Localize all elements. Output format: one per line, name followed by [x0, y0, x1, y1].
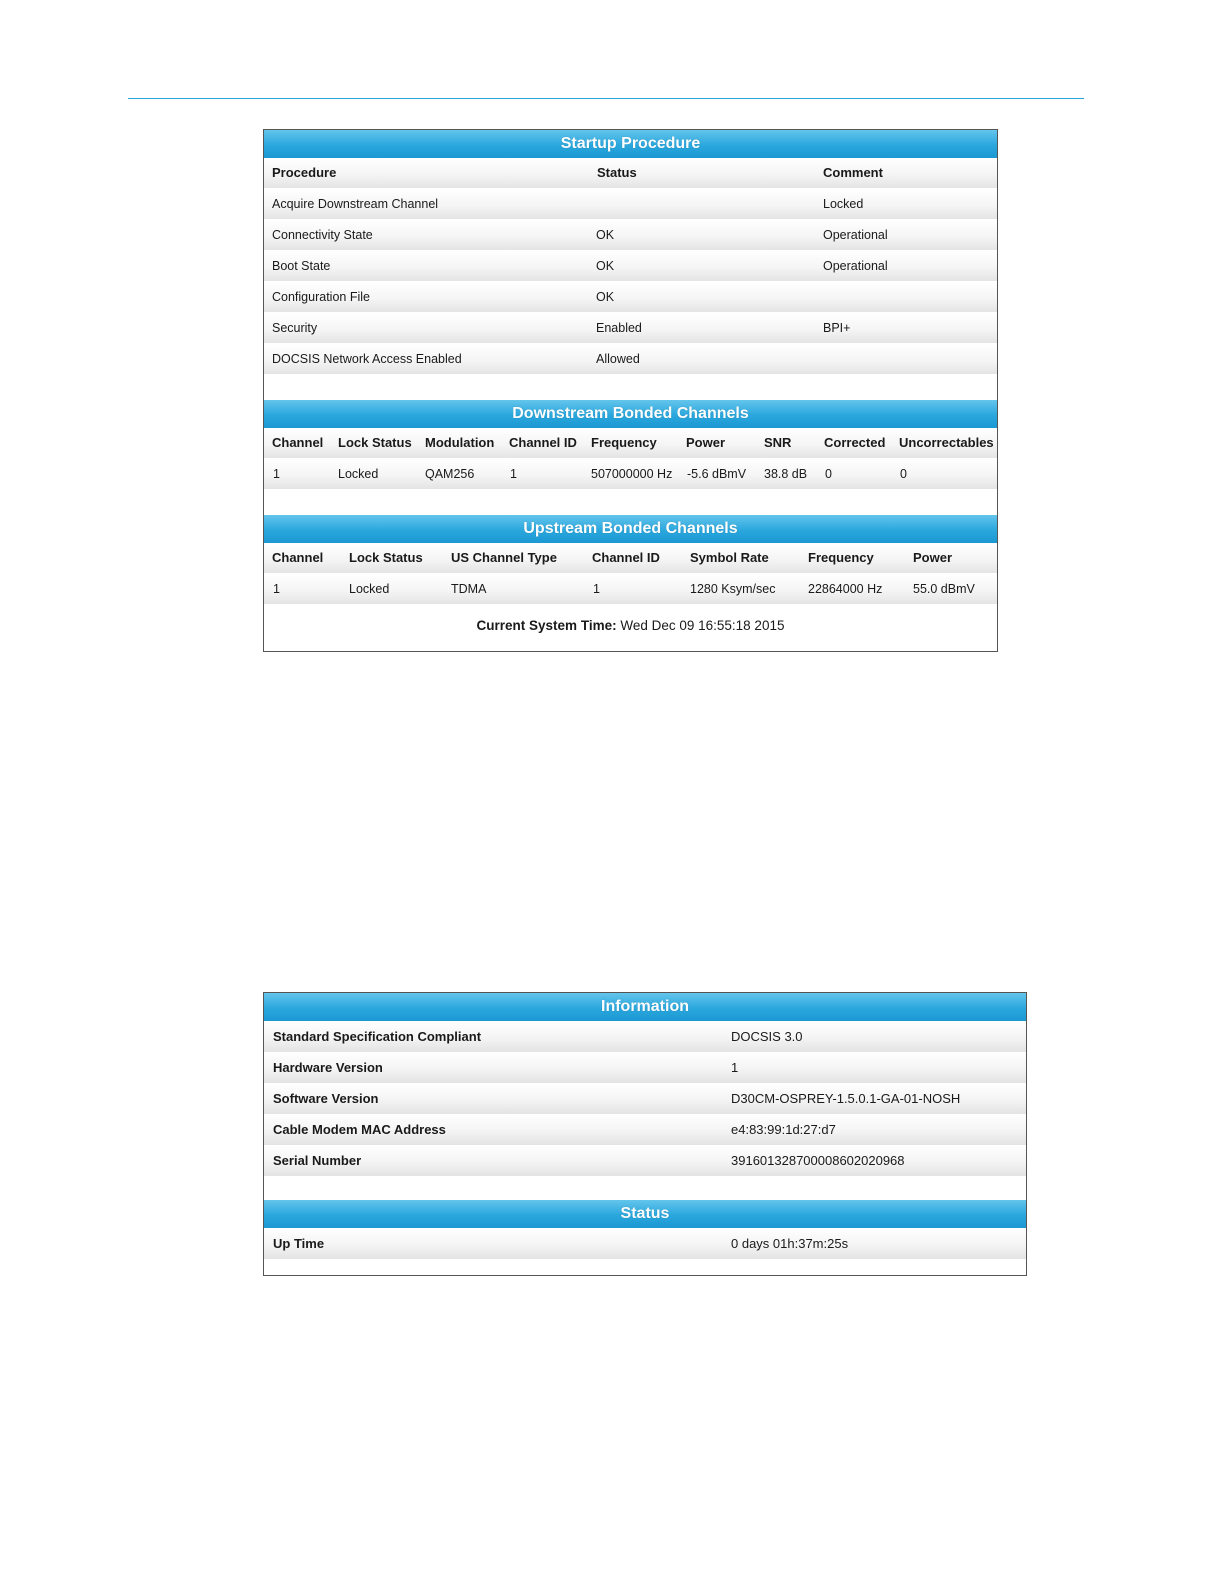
cell-power: 55.0 dBmV: [913, 582, 975, 596]
startup-row: [264, 344, 997, 375]
cell-channel-id: 1: [593, 582, 600, 596]
col-channel: Channel: [272, 550, 324, 565]
col-comment: Comment: [823, 165, 883, 180]
status-row: [264, 1228, 1026, 1259]
col-uncorrectables: Uncorrectables: [899, 435, 994, 450]
system-time-label: Current System Time:: [476, 618, 617, 633]
system-time-value: Wed Dec 09 16:55:18 2015: [620, 618, 785, 633]
col-frequency: Frequency: [808, 550, 874, 565]
upstream-header: Upstream Bonded Channels: [264, 515, 997, 543]
col-status: Status: [597, 165, 637, 180]
startup-row: [264, 220, 997, 251]
cell-procedure: DOCSIS Network Access Enabled: [272, 352, 462, 366]
col-us-channel-type: US Channel Type: [451, 550, 557, 565]
col-channel-id: Channel ID: [592, 550, 660, 565]
cell-power: -5.6 dBmV: [687, 467, 747, 481]
cell-us-channel-type: TDMA: [451, 582, 487, 596]
info-value: e4:83:99:1d:27:d7: [731, 1122, 836, 1137]
current-system-time: [264, 618, 997, 633]
cell-channel: 1: [273, 582, 280, 596]
info-value: DOCSIS 3.0: [731, 1029, 803, 1044]
cell-status: OK: [596, 290, 615, 304]
cell-status: OK: [596, 228, 615, 242]
startup-header-row: [264, 158, 997, 189]
cell-channel-id: 1: [510, 467, 517, 481]
cell-uncorrectables: 0: [900, 467, 907, 481]
cell-lock-status: Locked: [349, 582, 390, 596]
status-header: Status: [264, 1200, 1026, 1228]
upstream-row: [264, 574, 997, 605]
col-frequency: Frequency: [591, 435, 657, 450]
cell-comment: Operational: [823, 228, 888, 242]
connection-status-panel: [263, 129, 998, 652]
info-row: [264, 1114, 1026, 1145]
status-label: Up Time: [273, 1236, 325, 1251]
cell-comment: Locked: [823, 197, 864, 211]
upstream-header-row: [264, 543, 997, 574]
status-value: 0 days 01h:37m:25s: [731, 1236, 849, 1251]
info-row: [264, 1083, 1026, 1114]
col-channel: Channel: [272, 435, 324, 450]
cell-procedure: Boot State: [272, 259, 331, 273]
startup-row: [264, 282, 997, 313]
info-label: Cable Modem MAC Address: [273, 1122, 446, 1137]
section-spacer: [264, 490, 997, 515]
cell-symbol-rate: 1280 Ksym/sec: [690, 582, 776, 596]
cell-procedure: Security: [272, 321, 318, 335]
cell-modulation: QAM256: [425, 467, 475, 481]
cell-procedure: Connectivity State: [272, 228, 373, 242]
col-symbol-rate: Symbol Rate: [690, 550, 769, 565]
cell-status: Enabled: [596, 321, 642, 335]
information-panel: [263, 992, 1027, 1276]
downstream-row: [264, 459, 997, 490]
startup-row: [264, 189, 997, 220]
col-snr: SNR: [764, 435, 792, 450]
startup-procedure-header: Startup Procedure: [264, 130, 997, 158]
col-power: Power: [686, 435, 726, 450]
downstream-header: Downstream Bonded Channels: [264, 400, 997, 428]
downstream-header-row: [264, 428, 997, 459]
cell-status: OK: [596, 259, 615, 273]
info-value: 391601328700008602020968: [731, 1153, 905, 1168]
info-label: Serial Number: [273, 1153, 362, 1168]
startup-row: [264, 313, 997, 344]
cell-procedure: Configuration File: [272, 290, 370, 304]
col-modulation: Modulation: [425, 435, 495, 450]
cell-comment: Operational: [823, 259, 888, 273]
top-rule: [128, 98, 1084, 99]
info-row: [264, 1052, 1026, 1083]
cell-lock-status: Locked: [338, 467, 379, 481]
section-spacer: [264, 1176, 1026, 1200]
info-row: [264, 1145, 1026, 1176]
cell-snr: 38.8 dB: [764, 467, 808, 481]
startup-row: [264, 251, 997, 282]
cell-comment: BPI+: [823, 321, 851, 335]
cell-status: Allowed: [596, 352, 640, 366]
info-value: 1: [731, 1060, 739, 1075]
cell-corrected: 0: [825, 467, 832, 481]
col-lock-status: Lock Status: [338, 435, 412, 450]
info-label: Standard Specification Compliant: [273, 1029, 482, 1044]
col-corrected: Corrected: [824, 435, 886, 450]
info-row: [264, 1021, 1026, 1052]
col-power: Power: [913, 550, 953, 565]
col-channel-id: Channel ID: [509, 435, 577, 450]
cell-procedure: Acquire Downstream Channel: [272, 197, 439, 211]
cell-frequency: 22864000 Hz: [808, 582, 883, 596]
info-label: Hardware Version: [273, 1060, 383, 1075]
information-header: Information: [264, 993, 1026, 1021]
section-spacer: [264, 375, 997, 400]
info-value: D30CM-OSPREY-1.5.0.1-GA-01-NOSH: [731, 1091, 961, 1106]
col-procedure: Procedure: [272, 165, 337, 180]
info-label: Software Version: [273, 1091, 379, 1106]
col-lock-status: Lock Status: [349, 550, 423, 565]
cell-frequency: 507000000 Hz: [591, 467, 673, 481]
cell-channel: 1: [273, 467, 280, 481]
